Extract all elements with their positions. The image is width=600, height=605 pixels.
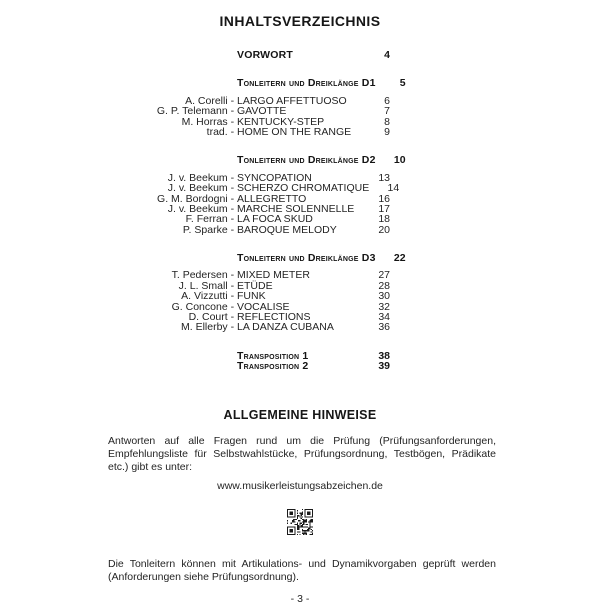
toc-group <box>90 154 406 236</box>
toc-entry-title: SYNCOPATION <box>237 171 312 184</box>
qr-code-icon <box>287 509 313 535</box>
exam-note: Die Tonleitern können mit Artikulations- und Dynamikvorgaben geprüft werden (Anforderungen siehe Prüfungsordnung). <box>108 557 496 583</box>
toc-section-label: Tonleitern und Dreiklänge D2 <box>237 154 376 167</box>
toc-item-list <box>90 270 390 332</box>
toc-entry-title: LA FOCA SKUD <box>237 213 313 226</box>
toc-entry-author: D. Court - <box>188 311 237 324</box>
toc-entry-title: BAROQUE MELODY <box>237 223 337 236</box>
toc-entry <box>90 225 390 235</box>
toc-entry-title: ALLEGRETTO <box>237 192 307 205</box>
toc-page-number: 28 <box>378 279 390 292</box>
toc-item-list <box>90 171 400 236</box>
toc-entry-title: SCHERZO CHROMATIQUE <box>237 182 370 195</box>
toc-section-label: VORWORT <box>237 49 294 61</box>
toc-page-number: 4 <box>384 49 390 61</box>
toc-entry-author: G. Concone - <box>171 300 237 313</box>
toc-entry-author: J. L. Small - <box>178 279 237 292</box>
hints-paragraph: Antworten auf alle Fragen rund um die Prüfung (Prüfungsanforderungen, Empfehlungsliste für Selbstwahlstücke, Prüfungsordnung, Testbögen, Prädikate etc.) gibt es unter: <box>108 434 496 473</box>
toc-entry-title: VOCALISE <box>237 300 290 313</box>
toc-page-number: 13 <box>378 171 390 184</box>
toc-page-number: 16 <box>378 192 390 205</box>
toc-entry-title: MIXED METER <box>237 269 310 282</box>
toc-entry-author: J. v. Beekum - <box>167 171 237 184</box>
toc-entry-author: M. Horras - <box>181 115 237 128</box>
toc-entry-author: A. Vizzutti - <box>181 290 237 303</box>
toc-page-number: 39 <box>378 360 390 373</box>
toc-page-number: 30 <box>378 290 390 303</box>
toc-entry-title: FUNK <box>237 290 266 303</box>
toc-item-list <box>90 96 390 138</box>
toc-entry-author: P. Sparke - <box>182 223 237 236</box>
toc-page-number: 17 <box>378 202 390 215</box>
toc-page-number: 14 <box>387 182 400 195</box>
toc-page-number: 9 <box>384 125 390 138</box>
toc-page-number: 36 <box>378 321 390 334</box>
toc-entry-title: REFLECTIONS <box>237 311 311 324</box>
toc-group <box>90 252 406 334</box>
toc-page-number: 5 <box>399 77 406 90</box>
toc-page-number: 20 <box>378 223 390 236</box>
toc-entry <box>90 322 390 332</box>
toc-page-number: 8 <box>384 115 390 128</box>
toc-section-heading <box>90 50 390 60</box>
toc-entry-title: ETÜDE <box>237 279 273 292</box>
toc-entry-title: GAVOTTE <box>237 105 287 118</box>
toc-entry-author: A. Corelli - <box>185 94 237 107</box>
table-of-contents <box>90 49 406 373</box>
toc-entry-author: F. Ferran - <box>185 213 237 226</box>
toc-entry-title: LA DANZA CUBANA <box>237 321 334 334</box>
toc-entry-author: J. v. Beekum - <box>167 182 237 195</box>
toc-entry <box>90 127 390 137</box>
toc-group <box>90 50 390 60</box>
toc-entry-author: M. Ellerby - <box>180 321 237 334</box>
website-url: www.musikerleistungsabzeichen.de <box>217 479 383 492</box>
toc-section-heading <box>90 252 406 265</box>
toc-entry-author: G. P. Telemann - <box>156 105 237 118</box>
toc-group <box>90 77 406 138</box>
toc-entry-author: trad. - <box>206 125 237 138</box>
toc-page-number: 7 <box>384 105 390 118</box>
toc-section-label: Tonleitern und Dreiklänge D1 <box>237 77 376 90</box>
toc-entry-title: HOME ON THE RANGE <box>237 125 352 138</box>
page-title: INHALTSVERZEICHNIS <box>219 13 381 29</box>
toc-entry-author: G. M. Bordogni - <box>157 192 237 205</box>
toc-entry <box>90 106 390 116</box>
toc-entry <box>90 182 400 195</box>
toc-section-label: Transposition 1 <box>237 349 309 362</box>
hints-heading: ALLGEMEINE HINWEISE <box>223 407 377 422</box>
toc-entry-author: J. v. Beekum - <box>167 202 237 215</box>
toc-section-heading <box>90 361 390 371</box>
qr-code-wrapper <box>0 509 600 535</box>
toc-page-number: 32 <box>378 300 390 313</box>
toc-entry-author: T. Pedersen - <box>171 269 237 282</box>
toc-page-number: 38 <box>378 349 390 362</box>
toc-group <box>90 361 390 371</box>
toc-entry-title: LARGO AFFETTUOSO <box>237 94 347 107</box>
toc-page-number: 22 <box>393 252 406 265</box>
toc-entry-title: KENTUCKY-STEP <box>237 115 325 128</box>
toc-page-number: 27 <box>378 269 390 282</box>
page-number-footer: - 3 - <box>290 592 310 605</box>
toc-page-number: 34 <box>378 311 390 324</box>
toc-entry-title: MARCHE SOLENNELLE <box>237 202 355 215</box>
toc-section-label: Transposition 2 <box>237 360 309 373</box>
toc-page-number: 6 <box>384 94 390 107</box>
toc-section-heading <box>90 154 406 167</box>
toc-page-number: 10 <box>393 154 406 167</box>
toc-section-heading <box>90 77 406 90</box>
toc-section-label: Tonleitern und Dreiklänge D3 <box>237 252 376 265</box>
toc-page-number: 18 <box>378 213 390 226</box>
